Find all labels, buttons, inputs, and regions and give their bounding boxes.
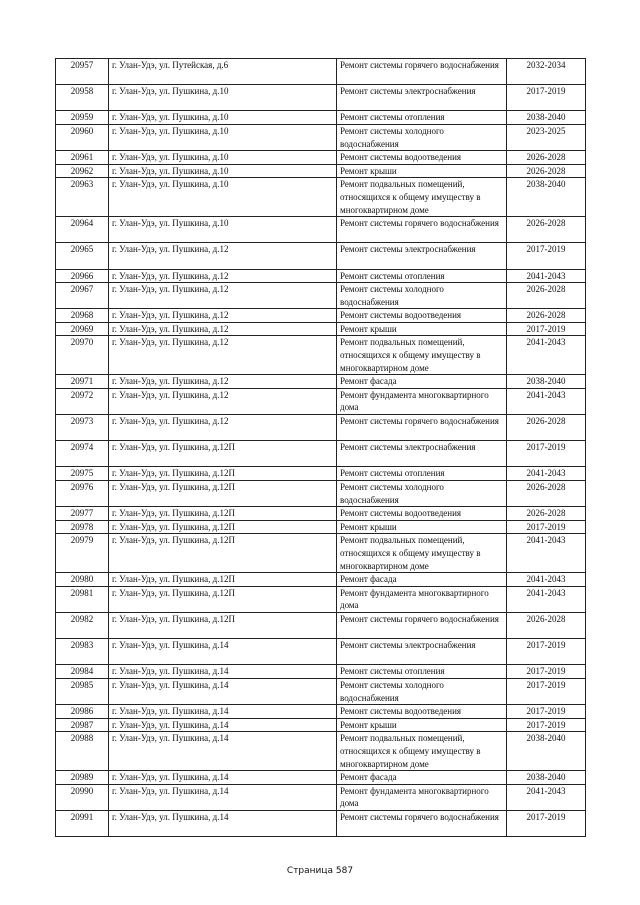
- table-row: [56, 269, 586, 283]
- table-row: [56, 441, 586, 467]
- row-address: г. Улан-Удэ, ул. Пушкина, д.12: [109, 388, 337, 414]
- row-period: 2041-2043: [507, 586, 586, 612]
- row-address: г. Улан-Удэ, ул. Пушкина, д.12П: [109, 534, 337, 573]
- row-number: 20975: [56, 467, 109, 481]
- row-work-type: Ремонт системы электроснабжения: [337, 243, 507, 269]
- row-number: 20972: [56, 388, 109, 414]
- row-address: г. Улан-Удэ, ул. Пушкина, д.12: [109, 415, 337, 441]
- row-work-type: Ремонт системы водоотведения: [337, 309, 507, 323]
- table-row: [56, 481, 586, 507]
- row-work-type: Ремонт системы отопления: [337, 467, 507, 481]
- row-period: 2038-2040: [507, 771, 586, 785]
- row-period: 2017-2019: [507, 705, 586, 719]
- row-number: 20970: [56, 336, 109, 375]
- row-work-type: Ремонт системы отопления: [337, 665, 507, 679]
- table-row: [56, 217, 586, 243]
- row-period: 2041-2043: [507, 784, 586, 810]
- row-period: 2038-2040: [507, 178, 586, 217]
- row-period: 2041-2043: [507, 573, 586, 587]
- row-period: 2017-2019: [507, 322, 586, 336]
- row-period: 2026-2028: [507, 507, 586, 521]
- row-work-type: Ремонт системы холодного водоснабжения: [337, 283, 507, 309]
- table-row: [56, 336, 586, 375]
- repair-schedule-table: [55, 58, 586, 837]
- row-number: 20964: [56, 217, 109, 243]
- row-address: г. Улан-Удэ, ул. Пушкина, д.14: [109, 771, 337, 785]
- row-address: г. Улан-Удэ, ул. Пушкина, д.12П: [109, 441, 337, 467]
- row-period: 2017-2019: [507, 520, 586, 534]
- table-row: [56, 309, 586, 323]
- row-number: 20968: [56, 309, 109, 323]
- row-period: 2017-2019: [507, 810, 586, 836]
- row-period: 2041-2043: [507, 269, 586, 283]
- row-number: 20963: [56, 178, 109, 217]
- table-row: [56, 59, 586, 85]
- row-number: 20967: [56, 283, 109, 309]
- row-number: 20980: [56, 573, 109, 587]
- row-period: 2017-2019: [507, 665, 586, 679]
- table-row: [56, 534, 586, 573]
- row-number: 20976: [56, 481, 109, 507]
- row-number: 20987: [56, 718, 109, 732]
- row-work-type: Ремонт системы горячего водоснабжения: [337, 612, 507, 638]
- row-work-type: Ремонт системы горячего водоснабжения: [337, 217, 507, 243]
- row-number: 20959: [56, 111, 109, 125]
- row-address: г. Улан-Удэ, ул. Пушкина, д.12: [109, 309, 337, 323]
- row-number: 20969: [56, 322, 109, 336]
- table-row: [56, 810, 586, 836]
- row-period: 2026-2028: [507, 283, 586, 309]
- row-address: г. Улан-Удэ, ул. Пушкина, д.10: [109, 111, 337, 125]
- table-row: [56, 639, 586, 665]
- table-row: [56, 151, 586, 165]
- row-work-type: Ремонт системы водоотведения: [337, 151, 507, 165]
- table-row: [56, 388, 586, 414]
- row-work-type: Ремонт системы горячего водоснабжения: [337, 415, 507, 441]
- row-address: г. Улан-Удэ, ул. Пушкина, д.12: [109, 322, 337, 336]
- row-address: г. Улан-Удэ, ул. Пушкина, д.12П: [109, 586, 337, 612]
- row-work-type: Ремонт системы водоотведения: [337, 507, 507, 521]
- row-address: г. Улан-Удэ, ул. Пушкина, д.12П: [109, 520, 337, 534]
- row-address: г. Улан-Удэ, ул. Пушкина, д.14: [109, 665, 337, 679]
- row-work-type: Ремонт фундамента многоквартирного дома: [337, 388, 507, 414]
- row-number: 20981: [56, 586, 109, 612]
- row-address: г. Улан-Удэ, ул. Пушкина, д.12П: [109, 612, 337, 638]
- table-row: [56, 178, 586, 217]
- row-work-type: Ремонт системы холодного водоснабжения: [337, 481, 507, 507]
- row-period: 2026-2028: [507, 164, 586, 178]
- table-row: [56, 705, 586, 719]
- row-work-type: Ремонт системы холодного водоснабжения: [337, 678, 507, 704]
- row-period: 2017-2019: [507, 243, 586, 269]
- table-row: [56, 507, 586, 521]
- row-work-type: Ремонт подвальных помещений, относящихся к общему имуществу в многоквартирном доме: [337, 336, 507, 375]
- row-period: 2038-2040: [507, 111, 586, 125]
- row-work-type: Ремонт подвальных помещений, относящихся к общему имуществу в многоквартирном доме: [337, 534, 507, 573]
- row-address: г. Улан-Удэ, ул. Пушкина, д.12: [109, 243, 337, 269]
- row-address: г. Улан-Удэ, ул. Пушкина, д.10: [109, 217, 337, 243]
- row-number: 20965: [56, 243, 109, 269]
- table-row: [56, 665, 586, 679]
- row-number: 20989: [56, 771, 109, 785]
- row-period: 2041-2043: [507, 336, 586, 375]
- row-work-type: Ремонт фасада: [337, 573, 507, 587]
- table-row: [56, 771, 586, 785]
- table-row: [56, 586, 586, 612]
- row-address: г. Улан-Удэ, ул. Путейская, д.6: [109, 59, 337, 85]
- row-period: 2041-2043: [507, 467, 586, 481]
- table-row: [56, 111, 586, 125]
- row-address: г. Улан-Удэ, ул. Пушкина, д.10: [109, 124, 337, 150]
- row-work-type: Ремонт системы электроснабжения: [337, 85, 507, 111]
- row-period: 2041-2043: [507, 534, 586, 573]
- row-address: г. Улан-Удэ, ул. Пушкина, д.14: [109, 718, 337, 732]
- row-number: 20977: [56, 507, 109, 521]
- row-number: 20991: [56, 810, 109, 836]
- row-period: 2026-2028: [507, 481, 586, 507]
- row-number: 20960: [56, 124, 109, 150]
- table-row: [56, 164, 586, 178]
- row-work-type: Ремонт фасада: [337, 375, 507, 389]
- row-work-type: Ремонт подвальных помещений, относящихся к общему имуществу в многоквартирном доме: [337, 732, 507, 771]
- row-number: 20971: [56, 375, 109, 389]
- row-number: 20957: [56, 59, 109, 85]
- table-row: [56, 520, 586, 534]
- row-number: 20984: [56, 665, 109, 679]
- row-work-type: Ремонт подвальных помещений, относящихся к общему имуществу в многоквартирном доме: [337, 178, 507, 217]
- row-address: г. Улан-Удэ, ул. Пушкина, д.14: [109, 784, 337, 810]
- row-address: г. Улан-Удэ, ул. Пушкина, д.14: [109, 678, 337, 704]
- row-number: 20982: [56, 612, 109, 638]
- row-period: 2017-2019: [507, 678, 586, 704]
- row-number: 20973: [56, 415, 109, 441]
- row-number: 20990: [56, 784, 109, 810]
- table-body: [56, 59, 586, 837]
- row-period: 2038-2040: [507, 732, 586, 771]
- row-address: г. Улан-Удэ, ул. Пушкина, д.10: [109, 178, 337, 217]
- row-address: г. Улан-Удэ, ул. Пушкина, д.12П: [109, 481, 337, 507]
- row-period: 2017-2019: [507, 718, 586, 732]
- row-address: г. Улан-Удэ, ул. Пушкина, д.12П: [109, 467, 337, 481]
- table-row: [56, 415, 586, 441]
- row-work-type: Ремонт крыши: [337, 322, 507, 336]
- row-work-type: Ремонт системы отопления: [337, 269, 507, 283]
- row-work-type: Ремонт крыши: [337, 520, 507, 534]
- row-address: г. Улан-Удэ, ул. Пушкина, д.14: [109, 639, 337, 665]
- row-address: г. Улан-Удэ, ул. Пушкина, д.12П: [109, 573, 337, 587]
- row-period: 2032-2034: [507, 59, 586, 85]
- row-address: г. Улан-Удэ, ул. Пушкина, д.12П: [109, 507, 337, 521]
- table-row: [56, 124, 586, 150]
- row-period: 2017-2019: [507, 85, 586, 111]
- row-number: 20979: [56, 534, 109, 573]
- row-work-type: Ремонт крыши: [337, 718, 507, 732]
- row-period: 2026-2028: [507, 309, 586, 323]
- table-row: [56, 718, 586, 732]
- row-number: 20986: [56, 705, 109, 719]
- row-number: 20978: [56, 520, 109, 534]
- row-work-type: Ремонт фундамента многоквартирного дома: [337, 784, 507, 810]
- table-row: [56, 322, 586, 336]
- row-period: 2041-2043: [507, 388, 586, 414]
- row-address: г. Улан-Удэ, ул. Пушкина, д.12: [109, 283, 337, 309]
- row-number: 20985: [56, 678, 109, 704]
- page-number: Страница 587: [286, 866, 354, 876]
- row-work-type: Ремонт системы отопления: [337, 111, 507, 125]
- row-number: 20962: [56, 164, 109, 178]
- row-work-type: Ремонт фундамента многоквартирного дома: [337, 586, 507, 612]
- row-work-type: Ремонт системы водоотведения: [337, 705, 507, 719]
- row-work-type: Ремонт системы электроснабжения: [337, 639, 507, 665]
- table-row: [56, 573, 586, 587]
- table-row: [56, 243, 586, 269]
- table-row: [56, 678, 586, 704]
- row-period: 2026-2028: [507, 612, 586, 638]
- row-work-type: Ремонт крыши: [337, 164, 507, 178]
- row-number: 20966: [56, 269, 109, 283]
- row-period: 2023-2025: [507, 124, 586, 150]
- row-address: г. Улан-Удэ, ул. Пушкина, д.10: [109, 85, 337, 111]
- row-number: 20974: [56, 441, 109, 467]
- row-period: 2026-2028: [507, 217, 586, 243]
- row-address: г. Улан-Удэ, ул. Пушкина, д.14: [109, 810, 337, 836]
- row-period: 2026-2028: [507, 151, 586, 165]
- table-row: [56, 612, 586, 638]
- table-row: [56, 283, 586, 309]
- row-address: г. Улан-Удэ, ул. Пушкина, д.10: [109, 164, 337, 178]
- row-work-type: Ремонт системы горячего водоснабжения: [337, 59, 507, 85]
- row-work-type: Ремонт системы электроснабжения: [337, 441, 507, 467]
- row-work-type: Ремонт системы холодного водоснабжения: [337, 124, 507, 150]
- table-row: [56, 375, 586, 389]
- table-row: [56, 732, 586, 771]
- row-number: 20961: [56, 151, 109, 165]
- row-address: г. Улан-Удэ, ул. Пушкина, д.10: [109, 151, 337, 165]
- row-address: г. Улан-Удэ, ул. Пушкина, д.12: [109, 269, 337, 283]
- table-row: [56, 784, 586, 810]
- row-work-type: Ремонт фасада: [337, 771, 507, 785]
- row-period: 2038-2040: [507, 375, 586, 389]
- table-row: [56, 85, 586, 111]
- row-number: 20958: [56, 85, 109, 111]
- row-work-type: Ремонт системы горячего водоснабжения: [337, 810, 507, 836]
- table-row: [56, 467, 586, 481]
- row-number: 20983: [56, 639, 109, 665]
- row-number: 20988: [56, 732, 109, 771]
- row-address: г. Улан-Удэ, ул. Пушкина, д.12: [109, 336, 337, 375]
- row-period: 2017-2019: [507, 639, 586, 665]
- row-period: 2017-2019: [507, 441, 586, 467]
- row-address: г. Улан-Удэ, ул. Пушкина, д.12: [109, 375, 337, 389]
- row-address: г. Улан-Удэ, ул. Пушкина, д.14: [109, 732, 337, 771]
- row-period: 2026-2028: [507, 415, 586, 441]
- row-address: г. Улан-Удэ, ул. Пушкина, д.14: [109, 705, 337, 719]
